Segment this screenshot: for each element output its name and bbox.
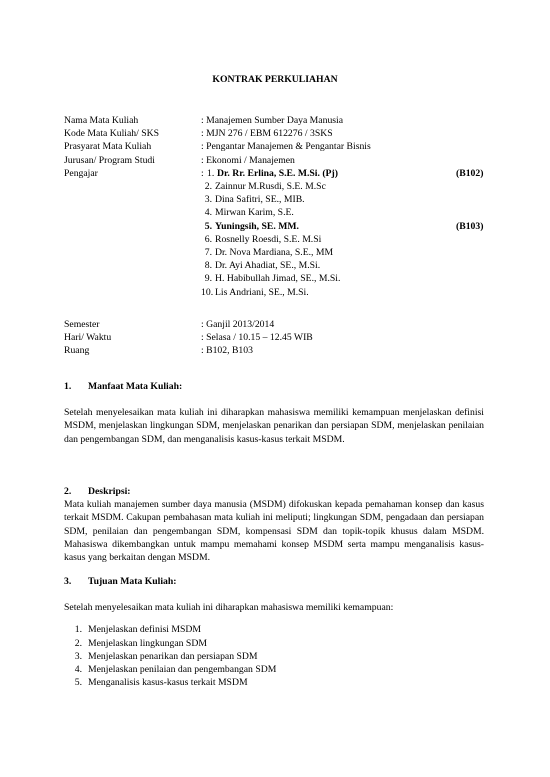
course-info <box>64 114 494 357</box>
list-item-number: 2. <box>74 637 82 649</box>
lecturer-list <box>201 167 494 299</box>
lecturer-item <box>201 180 494 193</box>
section-heading <box>64 575 484 588</box>
course-name-label: Nama Mata Kuliah <box>64 115 139 126</box>
lecturer-number: 2. <box>204 181 212 193</box>
list-item <box>64 623 484 636</box>
lecturer-name: Dina Safitri, SE., MIB. <box>215 194 305 206</box>
section-intro: Setelah menyelesaikan mata kuliah ini diharapkan mahasiswa memiliki kemampuan: <box>64 602 394 614</box>
lecturer-item <box>201 167 494 180</box>
objectives-list <box>64 623 484 689</box>
lecturer-name: Lis Andriani, SE., M.Si. <box>215 286 309 298</box>
lecturer-class-tag: (B102) <box>456 167 484 179</box>
schedule-label: Hari/ Waktu <box>64 332 112 344</box>
lecturer-label: Pengajar <box>64 167 98 179</box>
department-value: : Ekonomi / Manajemen <box>201 154 295 166</box>
lecturer-name: H. Habibullah Jimad, SE., M.Si. <box>215 273 341 285</box>
list-item <box>64 676 484 689</box>
lecturer-number: 3. <box>204 194 212 206</box>
lecturer-item <box>201 259 494 272</box>
section-heading <box>64 380 484 393</box>
lecturer-class-tag: (B103) <box>456 220 484 232</box>
section-title: Deskripsi: <box>88 486 131 497</box>
section-heading <box>64 485 484 498</box>
lecturer-item <box>201 233 494 246</box>
list-item-text: Menganalisis kasus-kasus terkait MSDM <box>88 677 248 689</box>
list-item-number: 4. <box>74 664 82 676</box>
lecturer-name: Zainnur M.Rusdi, S.E. M.Sc <box>215 181 326 193</box>
lecturer-name: Mirwan Karim, S.E. <box>215 207 294 219</box>
section-paragraph: Setelah menyelesaikan mata kuliah ini diharapkan mahasiswa memiliki kemampuan menjelaskan definisi MSDM, menjelaskan lingkungan SDM, menjelaskan penarikan dan persiapan SDM, menjelaskan penilaian dan pengembangan SDM, dan menganalisis kasus-kasus terkait MSDM. <box>64 407 484 445</box>
section-paragraph: Mata kuliah manajemen sumber daya manusia (MSDM) difokuskan kepada pemahaman konsep dan kasus terkait MSDM. Cakupan pembahasan mata kuliah ini meliputi; lingkungan SDM, pengadaan dan persiapan SDM, penilaian dan pengembangan SDM, kompensasi SDM dan topik-topik khusus dalam MSDM. Mahasiswa dikembangkan untuk mampu memahami konsep MSDM serta mampu menganalisis kasus-kasus yang berkaitan dengan MSDM. <box>64 499 484 564</box>
prerequisite-label: Prasyarat Mata Kuliah <box>64 141 152 153</box>
course-name-value: : Manajemen Sumber Daya Manusia <box>201 115 344 126</box>
lecturer-name: Dr. Ayi Ahadiat, SE., M.Si. <box>215 260 321 272</box>
course-code-row <box>64 127 494 140</box>
lecturer-name: Yuningsih, SE. MM. <box>215 220 299 232</box>
lecturer-number: 7. <box>204 247 212 259</box>
lecturer-item <box>201 246 494 259</box>
section-number: 2. <box>64 486 72 497</box>
list-item <box>64 637 484 650</box>
lecturer-item <box>201 286 494 299</box>
department-row <box>64 154 494 167</box>
list-item-text: Menjelaskan penilaian dan pengembangan SDM <box>88 664 277 676</box>
lecturer-number: 6. <box>204 233 212 245</box>
lecturer-item <box>201 193 494 206</box>
schedule-value: : Selasa / 10.15 – 12.45 WIB <box>201 332 313 344</box>
lecturer-row <box>64 167 494 299</box>
section-deskripsi <box>64 485 484 564</box>
course-code-value: : MJN 276 / EBM 612276 / 3SKS <box>201 128 333 140</box>
list-item-number: 3. <box>74 650 82 662</box>
schedule-row <box>64 331 494 344</box>
room-row <box>64 344 494 357</box>
lecturer-number: 5. <box>204 220 212 232</box>
lecturer-number: 1. <box>207 167 215 179</box>
course-code-label: Kode Mata Kuliah/ SKS <box>64 128 159 140</box>
lecturer-prefix: : <box>201 167 204 179</box>
section-title: Manfaat Mata Kuliah: <box>88 381 183 392</box>
section-number: 1. <box>64 381 72 392</box>
list-item-text: Menjelaskan penarikan dan persiapan SDM <box>88 650 258 662</box>
list-item-text: Menjelaskan definisi MSDM <box>88 624 202 636</box>
department-label: Jurusan/ Program Studi <box>64 154 155 166</box>
section-number: 3. <box>64 576 72 587</box>
lecturer-number: 10. <box>201 286 214 298</box>
section-tujuan <box>64 575 484 689</box>
lecturer-number: 8. <box>204 260 212 272</box>
list-item <box>64 650 484 663</box>
lecturer-item <box>201 272 494 285</box>
course-name-row <box>64 114 494 127</box>
prerequisite-row <box>64 140 494 153</box>
section-manfaat <box>64 380 484 446</box>
room-value: : B102, B103 <box>201 345 253 357</box>
list-item <box>64 663 484 676</box>
lecturer-item <box>201 206 494 219</box>
room-label: Ruang <box>64 345 90 357</box>
semester-row <box>64 318 494 331</box>
document-title: KONTRAK PERKULIAHAN <box>212 74 338 85</box>
list-item-number: 1. <box>74 624 82 636</box>
list-item-number: 5. <box>74 677 82 689</box>
lecturer-name: Rosnelly Roesdi, S.E. M.Si <box>215 233 322 245</box>
lecturer-name: Dr. Nova Mardiana, S.E., MM <box>215 247 334 259</box>
lecturer-item <box>201 220 494 233</box>
lecturer-number: 9. <box>204 273 212 285</box>
list-item-text: Menjelaskan lingkungan SDM <box>88 637 207 649</box>
semester-label: Semester <box>64 318 100 330</box>
lecturer-number: 4. <box>204 207 212 219</box>
prerequisite-value: : Pengantar Manajemen & Pengantar Bisnis <box>201 141 371 153</box>
section-title: Tujuan Mata Kuliah: <box>88 576 177 587</box>
lecturer-name: Dr. Rr. Erlina, S.E. M.Si. (Pj) <box>217 167 338 179</box>
semester-value: : Ganjil 2013/2014 <box>201 318 275 330</box>
